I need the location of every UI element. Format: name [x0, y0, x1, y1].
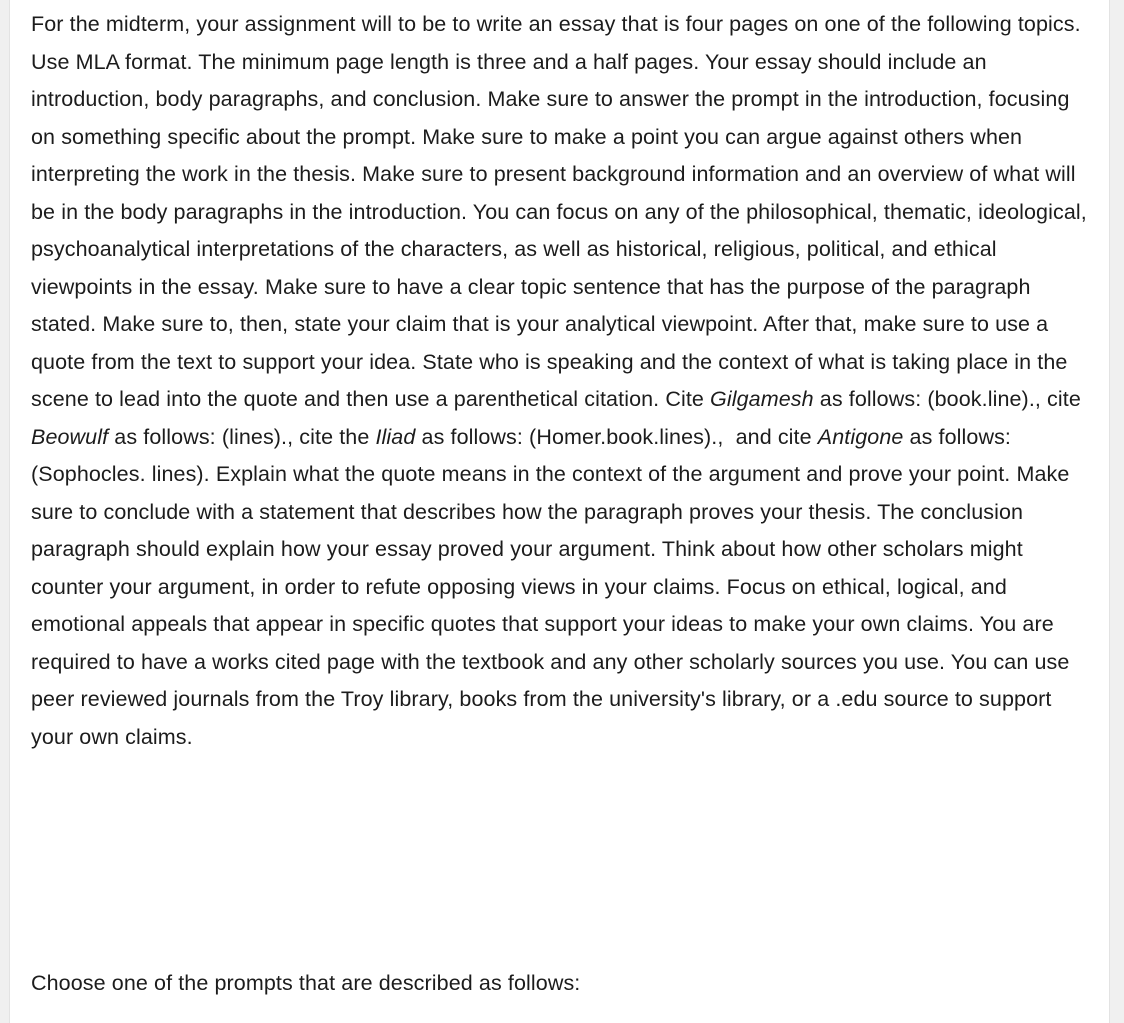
text-run: as follows: (lines)., cite the	[108, 424, 376, 449]
text-run: as follows: (book.line)., cite	[813, 387, 1087, 411]
book-title: Iliad	[375, 424, 416, 449]
page-right-gutter	[1109, 0, 1124, 1023]
text-run: For the midterm, your assignment will to be to write an essay that is four pages on one of the following topics. Use MLA format. The minimum page length is three and a half pages. Your essay should include an introduction, body paragraphs, and conclusion. Make sure to answer the prompt in the introduction, focusing on something specific about the prompt. Make sure to make a point you can argue against others when interpreting the work in the thesis. Make sure to present background information and an overview of what will be in the body paragraphs in the introduction. You can focus on any of the philosophical, thematic, ideological, psychoanalytical interpretations of the characters, as well as historical, religious, political, and ethical viewpoints in the essay. Make sure to have a clear topic sentence that has the purpose of the paragraph stated. Make sure to, then, state your claim that is your analytical viewpoint. After that, make sure to use a quote from the text to support your idea. State who is speaking and the context of what is taking place in the scene to lead into the quote and then use a parenthetical citation. Cite	[31, 12, 1093, 411]
text-run: as follows: (Sophocles. lines). Explain what the quote means in the context of the argument and prove your point. Make sure to conclude with a statement that describes how the paragraph proves your thesis. The conclusion paragraph should explain how your essay proved your argument. Think about how other scholars might counter your argument, in order to refute opposing views in your claims. Focus on ethical, logical, and emotional appeals that appear in specific quotes that support your ideas to make your own claims. You are required to have a works cited page with the textbook and any other scholarly sources you use. You can use peer reviewed journals from the Troy library, books from the university's library, or a .edu source to support your own claims.	[31, 424, 1076, 749]
assignment-instructions-paragraph	[31, 6, 1093, 756]
text-run: as follows: (Homer.book.lines)., and cite	[415, 424, 818, 449]
book-title: Antigone	[817, 424, 904, 449]
book-title: Beowulf	[31, 424, 109, 449]
document-body	[31, 6, 1093, 1016]
prompt-selection-heading: Choose one of the prompts that are described as follows:	[31, 971, 581, 995]
book-title: Gilgamesh	[710, 387, 814, 411]
page-left-gutter	[0, 0, 10, 1023]
